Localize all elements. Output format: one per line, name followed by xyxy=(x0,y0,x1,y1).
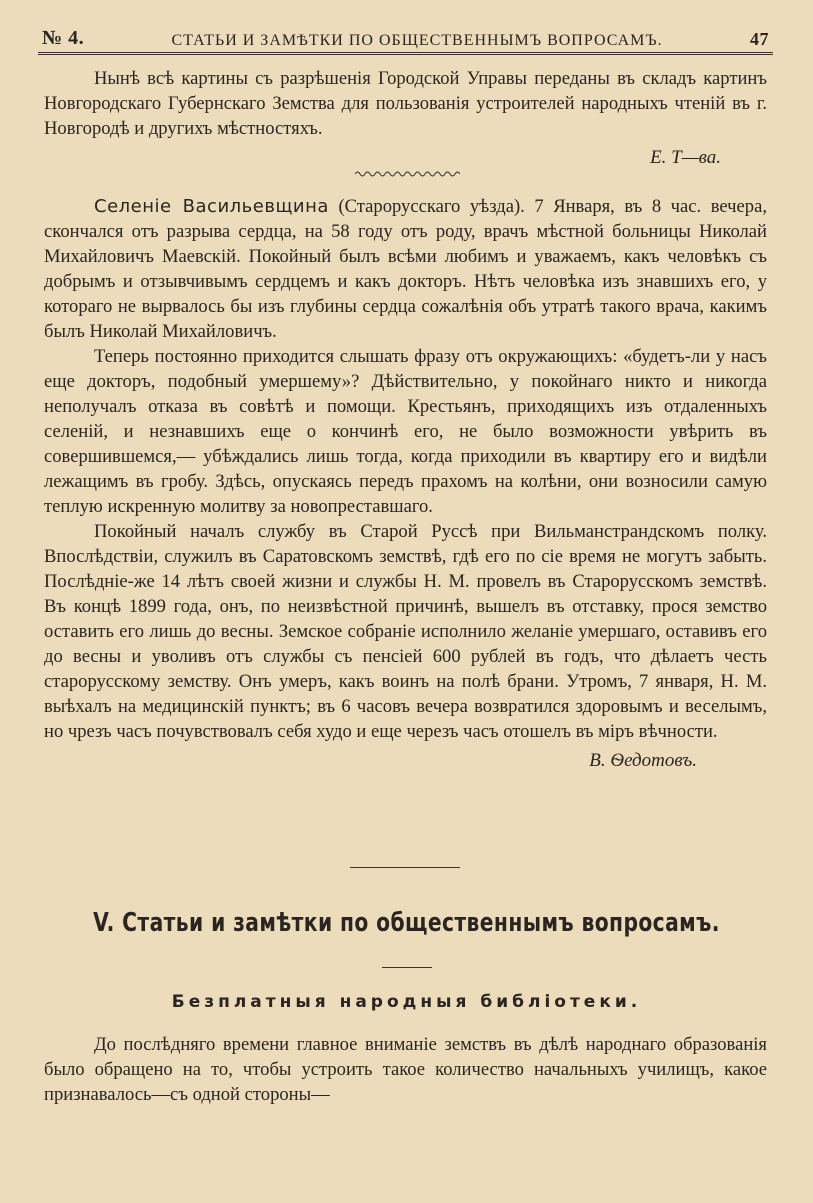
signature: В. Ѳедотовъ. xyxy=(589,750,697,771)
wavy-divider xyxy=(355,170,460,178)
page-number: 47 xyxy=(749,29,769,49)
article-heading: Безплатныя народныя библіотеки. xyxy=(171,992,642,1012)
village-report xyxy=(44,194,767,773)
paragraph: Теперь постоянно приходится слышать фразу отъ окружающихъ: «будетъ-ли у насъ еще докторъ, подобный умершему»? Дѣйствительно, у покойнаго никто и никогда неполучалъ отказа въ совѣтѣ и помощи. Крестьянъ, приходящихъ изъ отдаленныхъ селеній, и незнавшихъ еще о кончинѣ его, не было возможности увѣрить въ совершившемся,— убѣждались лишь тогда, когда приходили въ квартиру его и видѣли лежащимъ въ гробу. Здѣсь, опускаясь передъ прахомъ на колѣни, они возносили самую теплую искренную молитву за новопреставшаго. xyxy=(44,346,767,517)
paragraph: До послѣдняго времени главное вниманіе земствъ въ дѣлѣ народнаго образованія было обращено на то, чтобы устроить такое количество начальныхъ училищъ, какое признавалось—съ одной стороны— xyxy=(44,1034,767,1105)
header-rule xyxy=(38,52,773,55)
paragraph: Нынѣ всѣ картины съ разрѣшенія Городской Управы переданы въ складъ картинъ Новгородскаго Губернскаго Земства для пользованія устроителей народныхъ чтеній въ г. Новгородѣ и другихъ мѣстностяхъ. xyxy=(44,68,767,139)
article-continuation xyxy=(44,66,767,170)
running-title: СТАТЬИ И ЗАМѢТКИ ПО ОБЩЕСТВЕННЫМЪ ВОПРОСАМЪ. xyxy=(171,32,663,49)
section-heading: V. Статьи и замѣтки по общественнымъ вопросамъ. xyxy=(93,908,720,938)
article-body xyxy=(44,1032,767,1107)
paragraph: Покойный началъ службу въ Старой Руссѣ при Вильманстрандскомъ полку. Впослѣдствіи, служилъ въ Саратовскомъ земствѣ, гдѣ его по сіе время не могутъ забыть. Послѣдніе-же 14 лѣтъ своей жизни и службы Н. М. провелъ въ Старорусскомъ земствѣ. Въ концѣ 1899 года, онъ, по неизвѣстной причинѣ, вышелъ въ отставку, прося земство оставить его лишь до весны. Земское собраніе исполнило желаніе умершаго, оставивъ его до весны и уволивъ отъ службы съ пенсіей 600 рублей въ годъ, что дѣлаетъ честь старорусскому земству. Онъ умеръ, какъ воинъ на полѣ брани. Утромъ, 7 января, Н. М. выѣхалъ на медицинскій пунктъ; въ 6 часовъ вечера возвратился здоровымъ и веселымъ, но чрезъ часъ почувствовалъ себя худо и еще черезъ часъ отошелъ въ міръ вѣчности. xyxy=(44,521,767,742)
issue-number: № 4. xyxy=(42,27,85,49)
separator-rule xyxy=(350,867,460,868)
signature: Е. Т—ва. xyxy=(650,147,721,168)
paragraph-text: (Старорусскаго уѣзда). 7 Января, въ 8 час. вечера, скончался отъ разрыва сердца, на 58 году отъ роду, врачъ мѣстной больницы Николай Михайловичъ Маевскій. Покойный былъ всѣми любимъ и уважаемъ, какъ человѣкъ съ добрымъ и отзывчивымъ сердцемъ и какъ докторъ. Нѣтъ человѣка изъ знавшихъ его, у котораго не вырвалось бы изъ глубины сердца сожалѣнія объ утратѣ такого врача, какимъ былъ Николай Михайловичъ. xyxy=(44,196,767,342)
paragraph xyxy=(44,194,767,344)
running-header xyxy=(42,22,769,50)
separator-rule xyxy=(382,967,432,968)
place-name: Селеніе Васильевщина xyxy=(94,196,329,217)
